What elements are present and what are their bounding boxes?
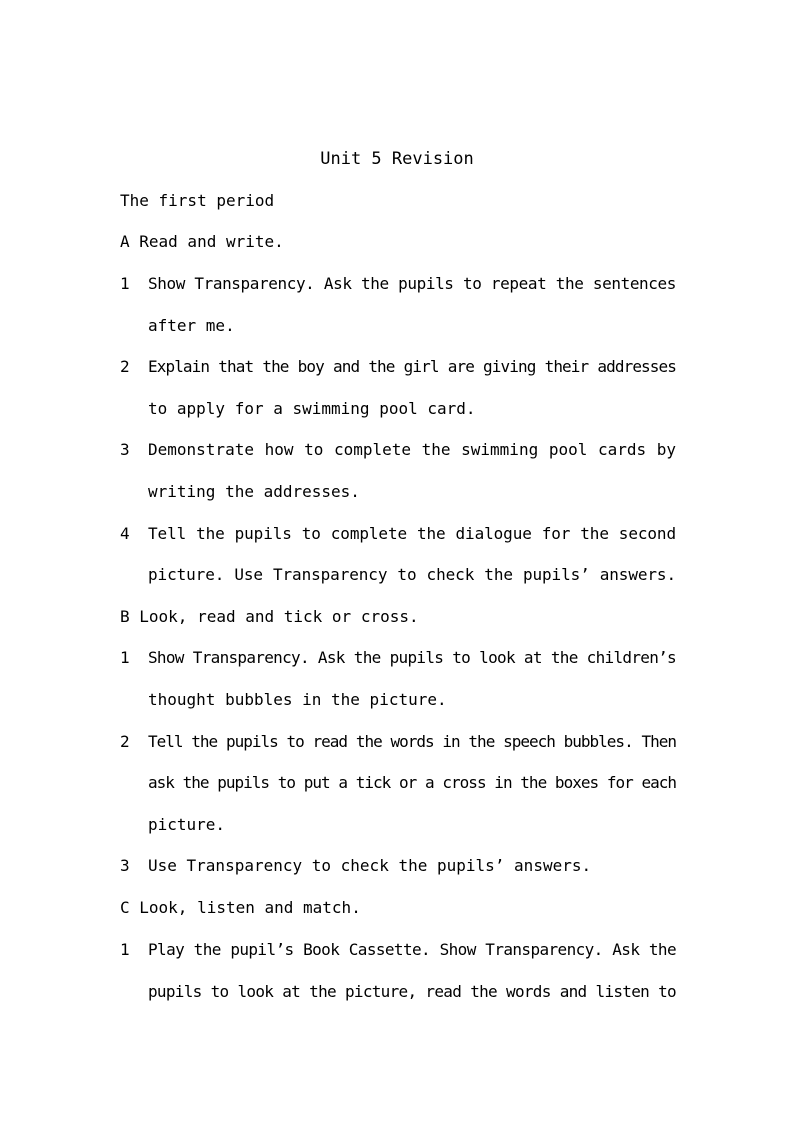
section-heading: B Look, read and tick or cross.	[120, 607, 419, 626]
item-number: 1	[120, 648, 130, 667]
item-text-line: ask the pupils to put a tick or a cross in the boxes for each	[148, 773, 676, 792]
section-heading: C Look, listen and match.	[120, 898, 361, 917]
item-text-line: thought bubbles in the picture.	[148, 690, 447, 709]
item-number: 4	[120, 524, 130, 543]
item-text-line: Tell the pupils to complete the dialogue for the second	[148, 524, 676, 543]
item-number: 1	[120, 274, 130, 293]
item-text-line: after me.	[148, 316, 235, 335]
item-number: 2	[120, 732, 130, 751]
item-text-line: Show Transparency. Ask the pupils to look at the children’s	[148, 648, 676, 667]
item-text-line: Demonstrate how to complete the swimming pool cards by	[148, 440, 676, 459]
item-text-line: to apply for a swimming pool card.	[148, 399, 476, 418]
item-text-line: pupils to look at the picture, read the words and listen to	[148, 982, 676, 1001]
item-text-line: Play the pupil’s Book Cassette. Show Transparency. Ask the	[148, 940, 676, 959]
item-number: 3	[120, 856, 130, 875]
item-text-line: writing the addresses.	[148, 482, 360, 501]
item-text-line: Show Transparency. Ask the pupils to repeat the sentences	[148, 274, 676, 293]
item-text-line: Explain that the boy and the girl are giving their addresses	[148, 357, 676, 376]
period-heading: The first period	[120, 191, 275, 210]
item-number: 3	[120, 440, 130, 459]
item-number: 2	[120, 357, 130, 376]
section-heading: A Read and write.	[120, 232, 284, 251]
page-title: Unit 5 Revision	[320, 149, 474, 169]
item-text-line: Use Transparency to check the pupils’ answers.	[148, 856, 592, 875]
item-text-line: Tell the pupils to read the words in the speech bubbles. Then	[148, 732, 676, 751]
item-number: 1	[120, 940, 130, 959]
item-text-line: picture.	[148, 815, 226, 834]
item-text-line: picture. Use Transparency to check the pupils’ answers.	[148, 565, 676, 584]
